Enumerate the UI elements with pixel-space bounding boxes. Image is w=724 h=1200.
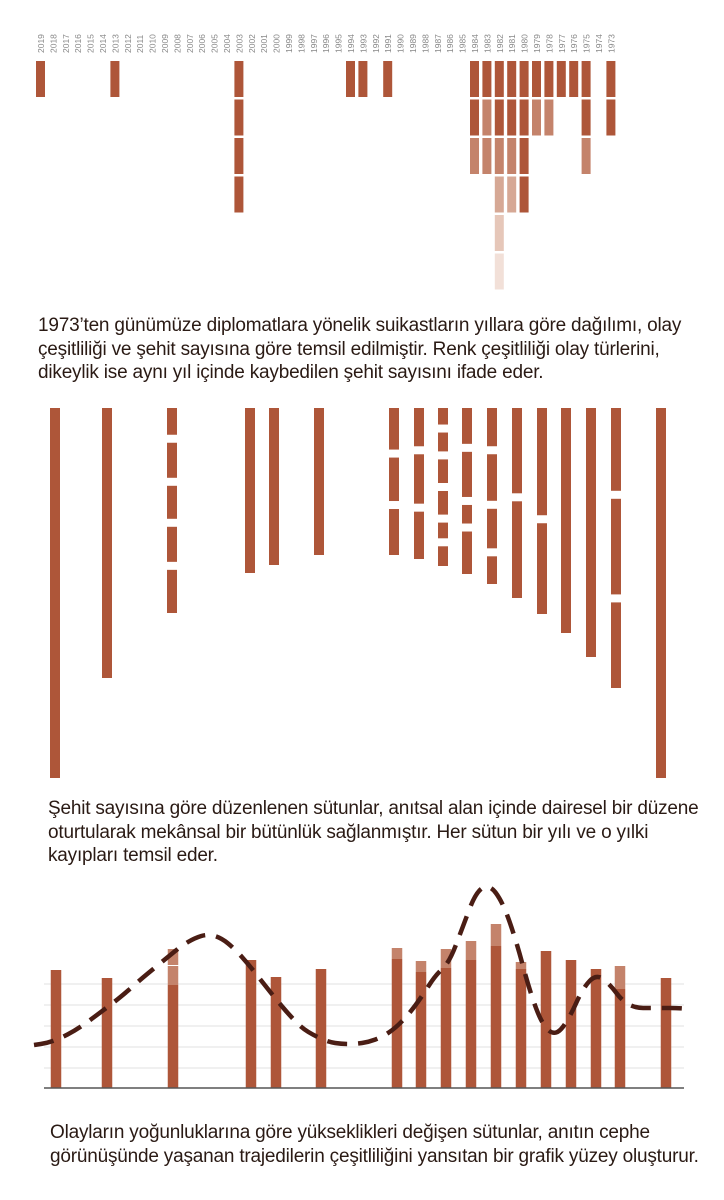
column-segment [438,523,448,539]
caption-column-arrangement: Şehit sayısına göre düzenlenen sütunlar, anıtsal alan içinde dairesel bir düzene oturtularak mekânsal bir bütünlük sağlanmıştır. Her sütun bir yılı ve o yılki kayıpları temsil eder. [48,798,699,866]
bar-segment [234,100,243,136]
column-segment [167,408,177,435]
year-tick-label: 2008 [172,34,183,53]
year-tick-label: 1984 [470,34,480,53]
bar-segment [507,138,516,174]
column-segment [462,452,472,497]
year-tick-label: 1991 [383,34,394,53]
column-segment [438,459,448,483]
facade-bar-segment [246,960,257,1088]
bar-segment [520,138,529,174]
bar-segment [346,61,355,97]
facade-bar-segment [168,966,179,985]
column-segment [102,408,112,678]
year-tick-label: 2003 [234,34,245,53]
column-segment [414,512,424,559]
facade-intensity-chart [0,860,724,1100]
column-segment [438,433,448,452]
facade-bar-segment [615,966,626,989]
bar-segment [234,177,243,213]
year-tick-label: 1977 [556,34,567,53]
facade-bar-segment [51,970,62,1088]
year-tick-label: 1975 [581,34,592,53]
column-segment [586,408,596,657]
column-segment [389,408,399,450]
year-tick-label: 1981 [507,34,518,53]
bar-segment [482,138,491,174]
bar-segment [495,177,504,213]
bar-segment [495,100,504,136]
column-length-chart [0,400,724,790]
column-segment [414,408,424,446]
column-segment [438,408,448,425]
bar-segment [606,100,615,136]
year-tick-label: 1990 [395,34,406,53]
bar-segment [507,177,516,213]
bar-segment [495,138,504,174]
column-segment [269,408,279,565]
column-segment [314,408,324,555]
column-segment [656,408,666,778]
column-segment [462,408,472,444]
bar-segment [36,61,45,97]
year-tick-label: 2002 [246,34,257,53]
facade-bar-segment [316,969,327,1088]
bar-segment [234,138,243,174]
bar-segment [470,138,479,174]
bar-segment [495,61,504,97]
year-tick-label: 1997 [308,34,319,53]
bar-segment [470,61,479,97]
facade-bar-segment [615,989,626,1088]
column-segment [167,527,177,562]
year-tick-label: 1998 [296,34,307,53]
year-tick-label: 1989 [408,34,418,53]
column-segment [167,443,177,478]
column-segment [537,408,547,515]
column-segment [487,454,497,501]
year-tick-label: 2011 [135,34,146,53]
bar-segment [495,215,504,251]
column-segment [389,509,399,555]
bar-segment [582,138,591,174]
bar-segment [532,100,541,136]
facade-bar-segment [491,946,502,1088]
facade-bar-segment [516,969,527,1088]
column-segment [245,408,255,573]
year-tick-label: 2010 [147,34,158,53]
column-segment [487,556,497,584]
year-tick-label: 1979 [532,34,542,53]
year-tick-label: 1993 [358,34,369,53]
caption-facade-surface: Olayların yoğunluklarına göre yükseklikleri değişen sütunlar, anıtın cephe görünüşünde yaşanan trajedilerin çeşitliliğini yansıtan bir grafik yüzey oluşturur. [50,1122,699,1167]
bar-segment [544,61,553,97]
column-segment [462,505,472,524]
facade-bar-segment [168,985,179,1088]
year-tick-label: 1973 [606,34,617,53]
year-tick-label: 2017 [60,34,71,53]
column-segment [561,408,571,633]
year-tick-label: 2013 [110,34,121,53]
column-segment [487,408,497,446]
year-tick-label: 2006 [197,34,208,53]
year-tick-label: 1986 [445,34,456,53]
column-segment [167,486,177,519]
year-tick-label: 2009 [160,34,170,53]
bar-segment [569,61,578,97]
column-segment [487,509,497,549]
year-tick-label: 1985 [457,34,468,53]
bar-segment [482,100,491,136]
year-tick-label: 2007 [184,34,195,53]
year-tick-label: 1982 [494,34,505,53]
bar-segment [532,61,541,97]
year-tick-label: 1996 [321,34,332,53]
bar-segment [358,61,367,97]
facade-bar-segment [491,924,502,946]
column-segment [611,602,621,688]
facade-bar-segment [416,972,427,1088]
bar-segment [470,100,479,136]
bar-segment [582,61,591,97]
year-tick-label: 2001 [259,34,270,53]
bar-segment [606,61,615,97]
bar-segment [507,61,516,97]
facade-bar-segment [566,960,577,1088]
column-segment [462,532,472,574]
bar-segment [507,100,516,136]
column-segment [50,408,60,778]
bar-segment [110,61,119,97]
bar-segment [520,100,529,136]
year-tick-label: 1988 [420,34,431,53]
year-tick-label: 1974 [594,34,604,53]
yearly-distribution-chart [0,0,724,300]
year-tick-label: 2005 [209,34,220,53]
bar-segment [520,61,529,97]
year-tick-label: 2014 [98,34,108,53]
facade-bar-segment [416,961,427,972]
year-tick-label: 1994 [346,34,356,53]
year-tick-label: 2016 [73,34,84,53]
year-tick-label: 1983 [482,34,493,53]
facade-bar-segment [591,969,602,1088]
year-tick-label: 1980 [519,34,530,53]
year-tick-label: 1995 [333,34,344,53]
column-segment [537,523,547,614]
year-tick-label: 2012 [122,34,133,53]
year-tick-label: 1999 [284,34,294,53]
column-segment [389,458,399,501]
year-tick-label: 1978 [544,34,555,53]
column-segment [611,499,621,595]
facade-bar-segment [102,978,113,1088]
bar-segment [482,61,491,97]
facade-bar-segment [392,948,403,959]
column-segment [512,501,522,598]
column-segment [611,408,621,491]
bar-segment [383,61,392,97]
column-segment [438,546,448,566]
bar-segment [520,177,529,213]
facade-bar-segment [466,960,477,1088]
column-segment [438,491,448,515]
bar-segment [234,61,243,97]
year-tick-label: 2018 [48,34,59,53]
year-tick-label: 2000 [271,34,282,53]
year-tick-label: 2015 [85,34,96,53]
column-segment [414,454,424,503]
facade-bar-segment [661,978,672,1088]
bar-segment [495,254,504,290]
caption-yearly-distribution: 1973’ten günümüze diplomatlara yönelik suikastların yıllara göre dağılımı, olay çeşitliliği ve şehit sayısına göre temsil edilmiştir. Renk çeşitliliği olay türlerini, dikeylik ise aynı yıl içinde kaybedilen şehit sayısını ifade eder. [38,315,682,383]
year-tick-label: 1992 [370,34,381,53]
bar-segment [544,100,553,136]
facade-bar-segment [441,968,452,1088]
column-segment [167,570,177,613]
year-tick-label: 1976 [569,34,580,53]
facade-bar-segment [466,941,477,960]
column-segment [512,408,522,493]
bar-segment [582,100,591,136]
year-tick-label: 1987 [432,34,443,53]
bar-segment [557,61,566,97]
year-tick-label: 2004 [222,34,232,53]
year-tick-label: 2019 [36,34,46,53]
